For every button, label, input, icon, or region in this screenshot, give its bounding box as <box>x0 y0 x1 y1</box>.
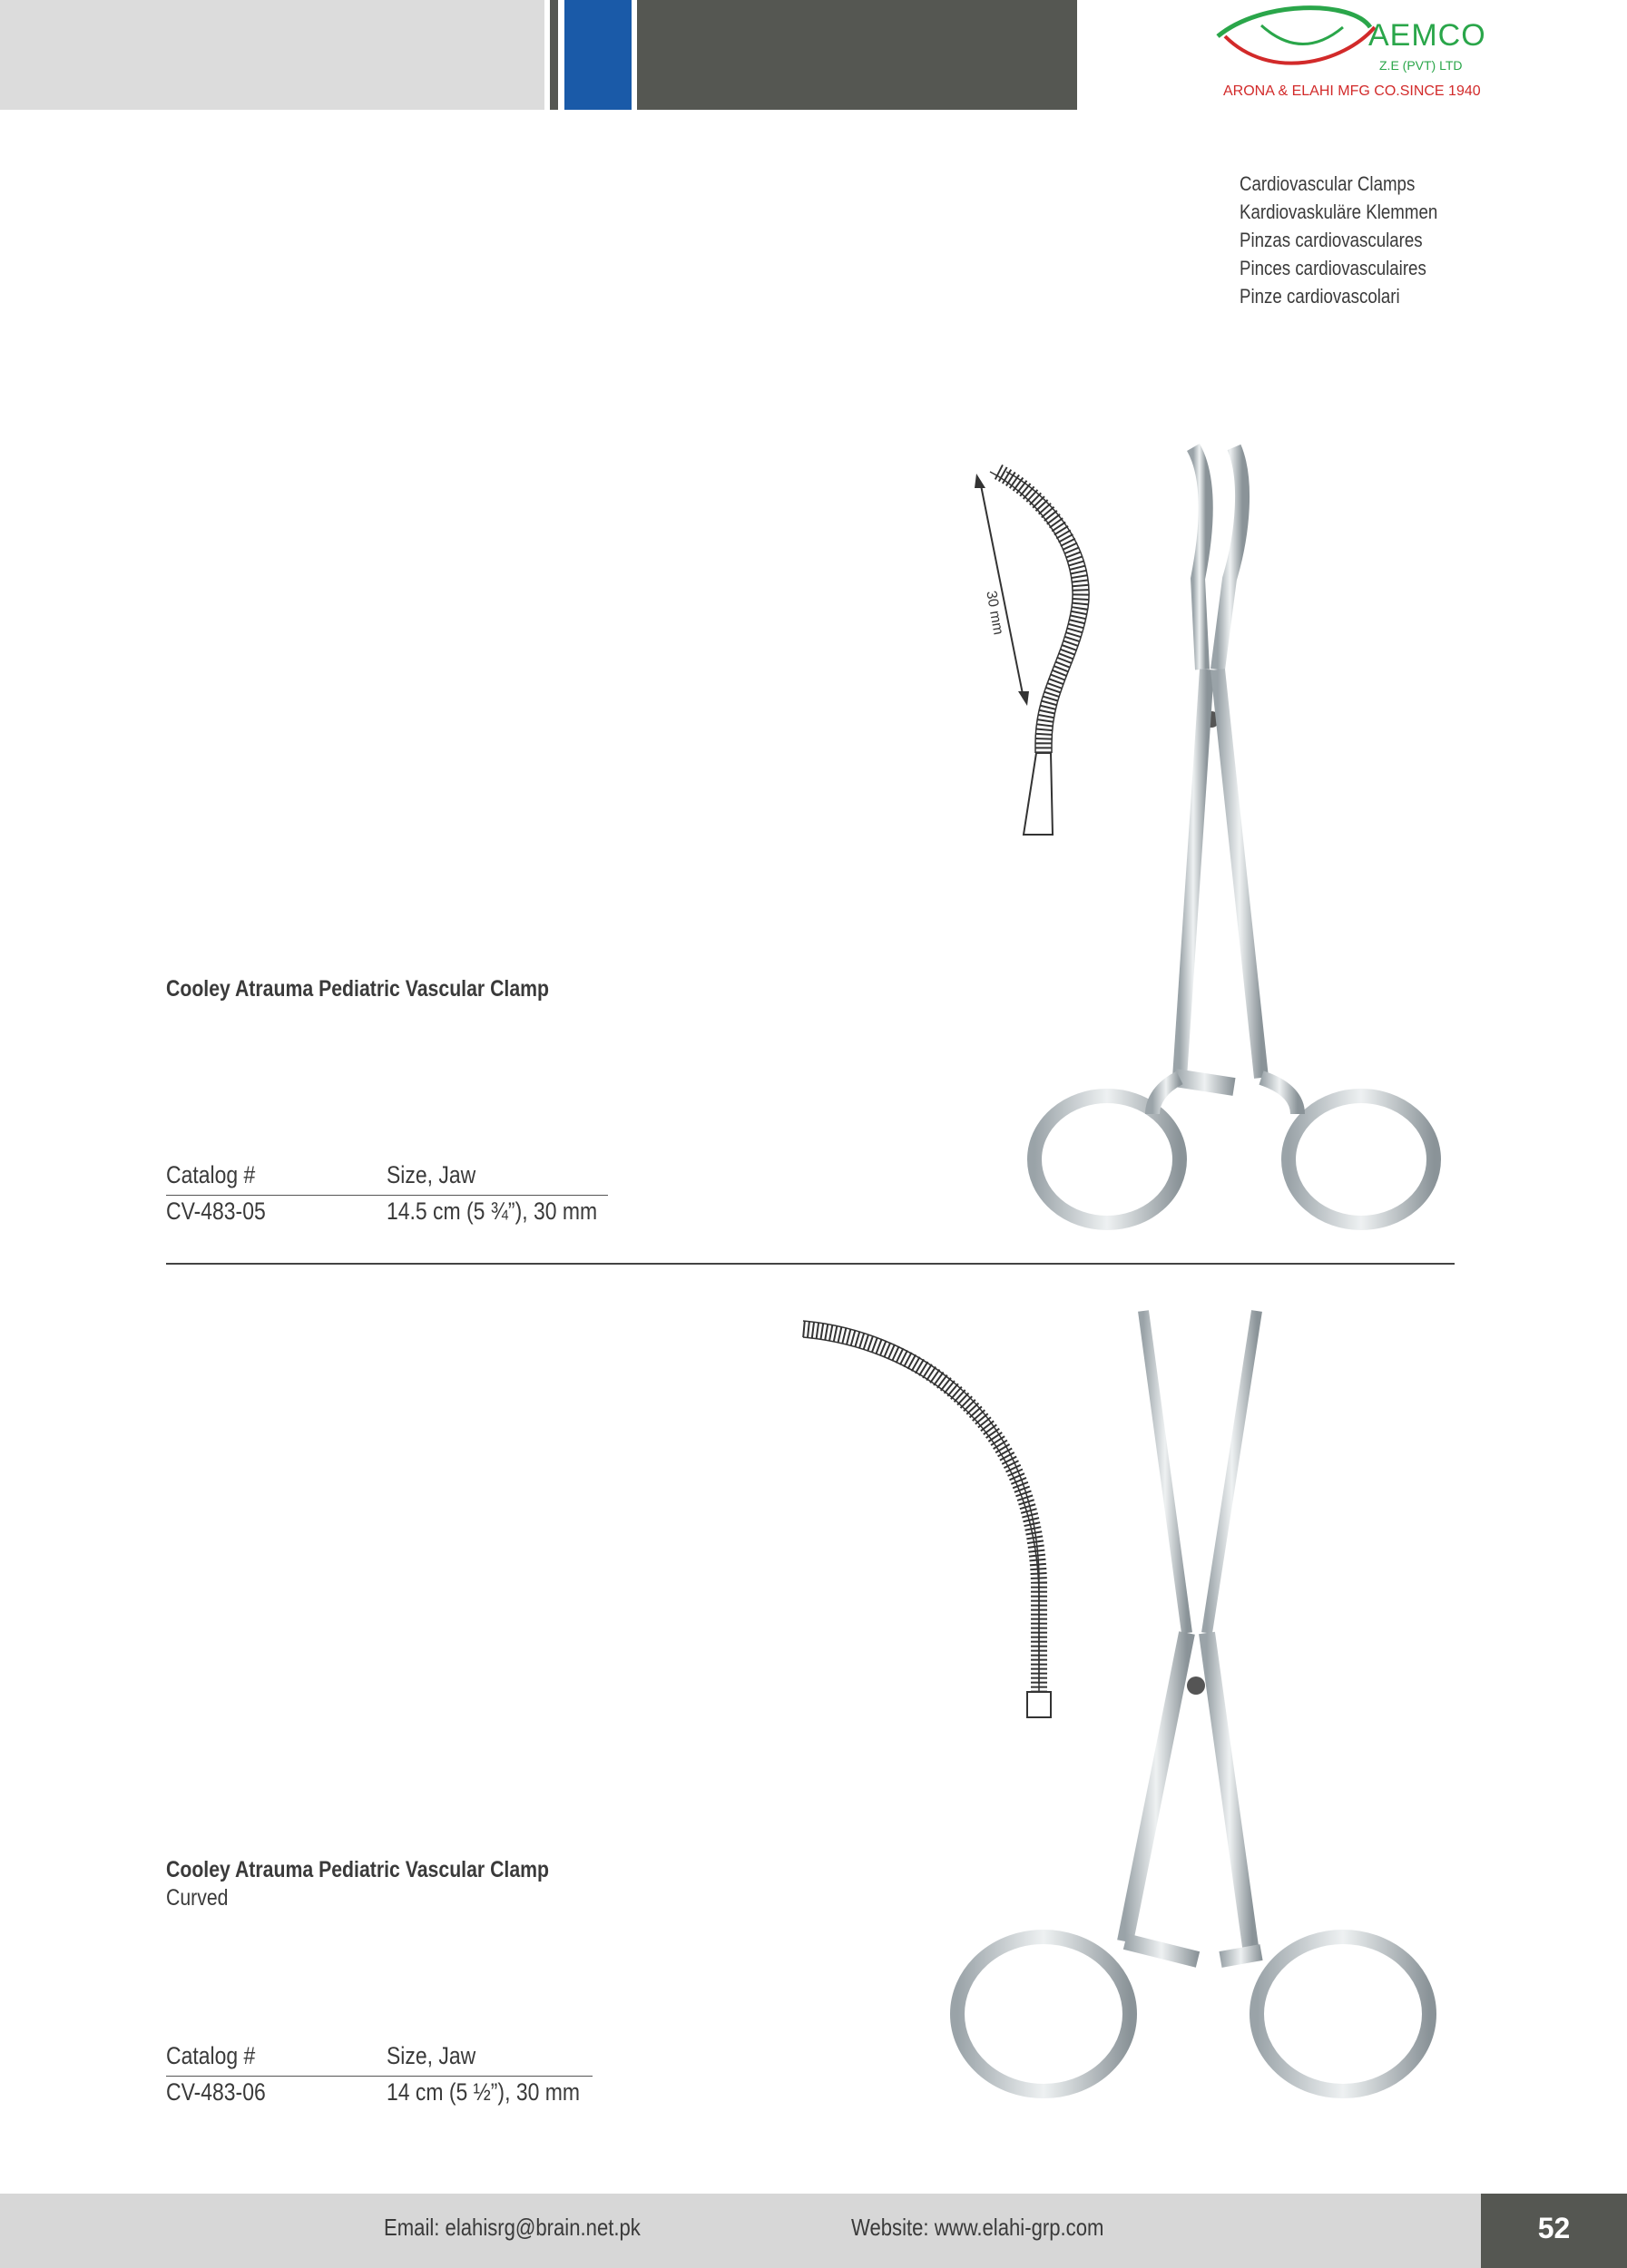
jaw-dimension-label: 30 mm <box>983 590 1006 637</box>
header-bar-gray <box>0 0 544 110</box>
logo-tagline: ARONA & ELAHI MFG CO.SINCE 1940 <box>1223 83 1481 99</box>
table-header-size-1: Size, Jaw <box>387 1161 476 1188</box>
clamp-photo-2 <box>944 1306 1461 2105</box>
category-es: Pinzas cardiovasculares <box>1240 229 1423 251</box>
logo-subtitle: Z.E (PVT) LTD <box>1379 58 1463 73</box>
table-cell-size-1: 14.5 cm (5 ¾”), 30 mm <box>387 1198 598 1225</box>
clamp-photo-1 <box>1016 443 1461 1232</box>
logo-wordmark: AEMCO <box>1368 18 1486 53</box>
table-rule-1 <box>166 1195 608 1196</box>
footer-bar <box>0 2194 1627 2268</box>
category-fr: Pinces cardiovasculaires <box>1240 257 1426 279</box>
header-bar-blue <box>564 0 632 110</box>
section-divider <box>166 1263 1455 1265</box>
category-en: Cardiovascular Clamps <box>1240 172 1416 195</box>
table-header-catalog-1: Catalog # <box>166 1161 256 1188</box>
table-header-catalog-2: Catalog # <box>166 2042 256 2069</box>
page-number: 52 <box>1537 2212 1571 2244</box>
header-bar-dark <box>637 0 1077 110</box>
category-de: Kardiovaskuläre Klemmen <box>1240 200 1438 223</box>
header-bar-thin <box>550 0 558 110</box>
footer-website: Website: www.elahi-grp.com <box>851 2214 1104 2241</box>
product-title-1: Cooley Atrauma Pediatric Vascular Clamp <box>166 976 550 1002</box>
table-cell-catalog-1: CV-483-05 <box>166 1198 266 1225</box>
table-header-size-2: Size, Jaw <box>387 2042 476 2069</box>
table-cell-size-2: 14 cm (5 ½”), 30 mm <box>387 2078 580 2106</box>
table-rule-2 <box>166 2076 593 2077</box>
table-cell-catalog-2: CV-483-06 <box>166 2078 266 2106</box>
product-subtitle-2: Curved <box>166 1885 229 1911</box>
category-it: Pinze cardiovascolari <box>1240 285 1400 308</box>
product-title-2: Cooley Atrauma Pediatric Vascular Clamp <box>166 1857 550 1882</box>
footer-email: Email: elahisrg@brain.net.pk <box>384 2214 641 2241</box>
